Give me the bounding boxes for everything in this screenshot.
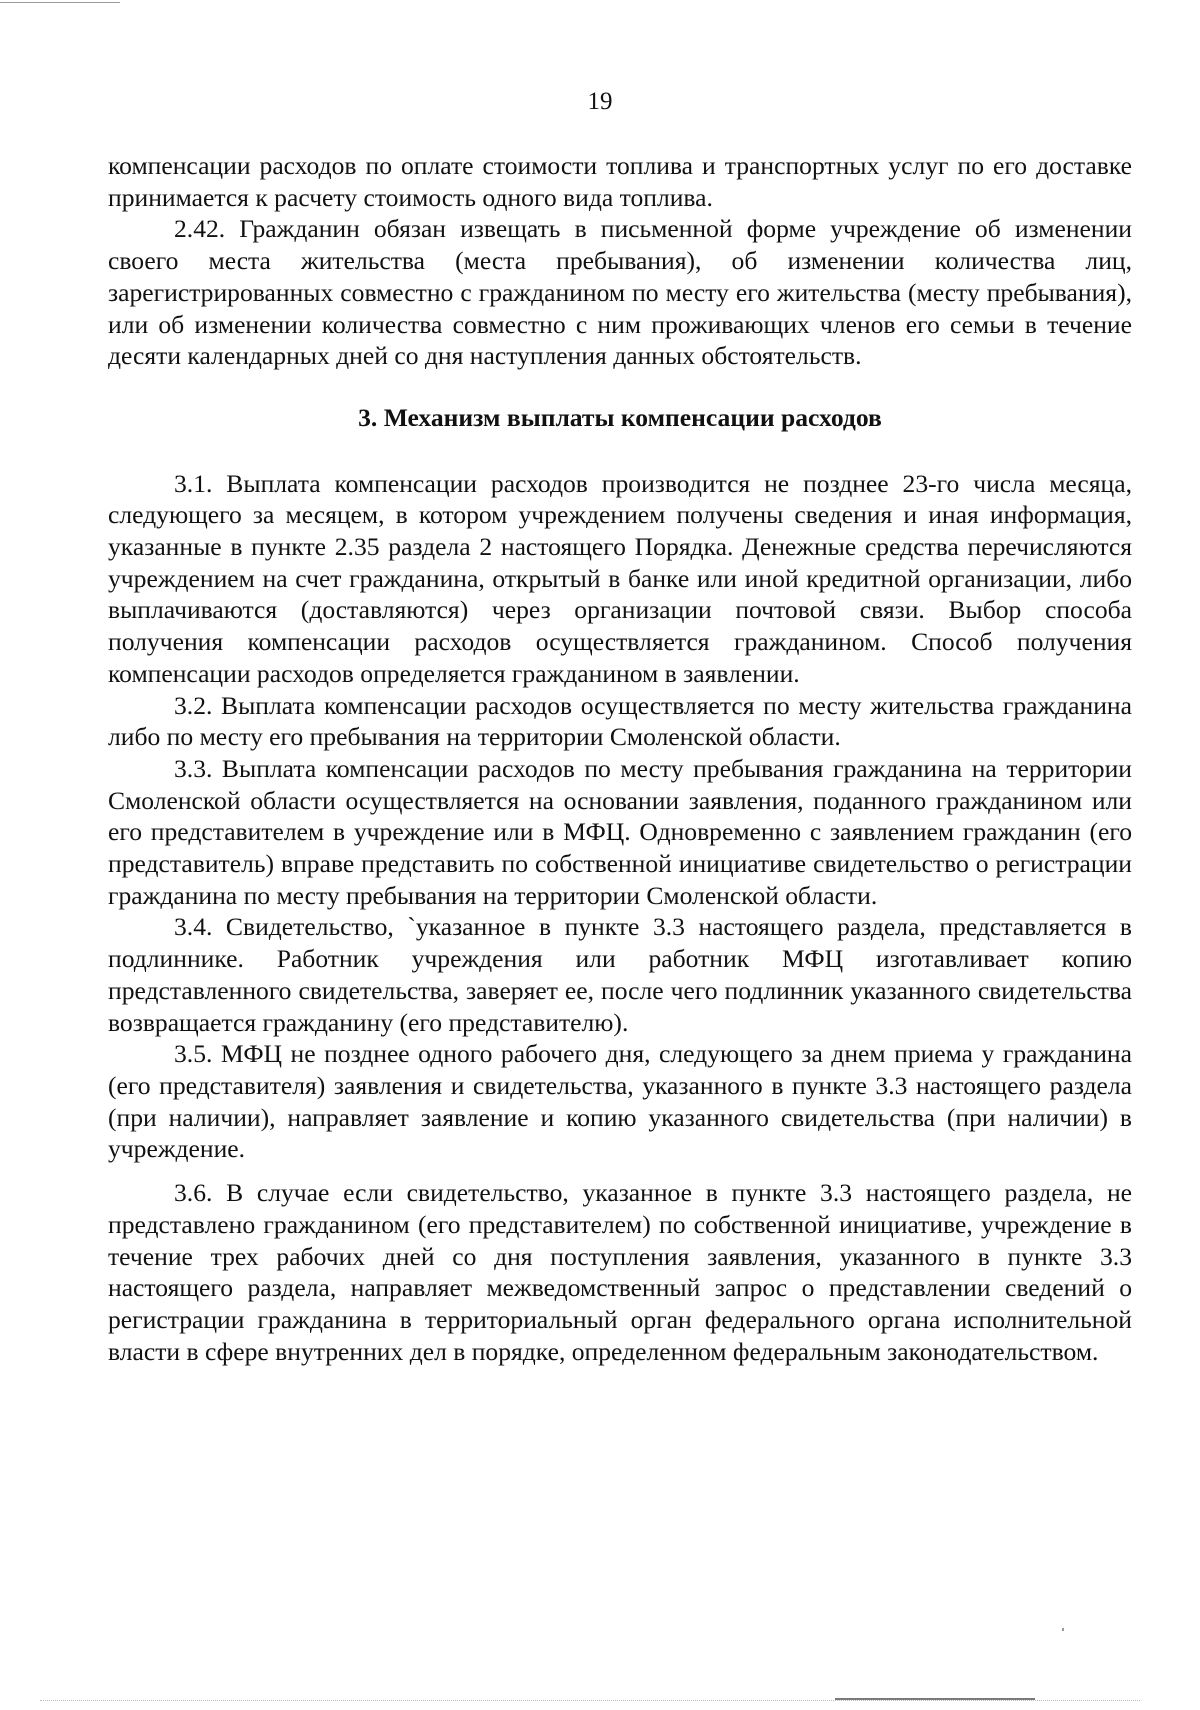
page-number: 19 — [587, 88, 613, 115]
paragraph-3-5: 3.5. МФЦ не позднее одного рабочего дня, следующего за днем приема у гражданина (его представителя) заявления и свидетельства, указанного в пункте 3.3 настоящего раздела (при наличии), направляет заявление и копию указанного свидетельства (при наличии) в учреждение. — [108, 1039, 1132, 1164]
paragraph-3-2: 3.2. Выплата компенсации расходов осуществляется по месту жительства гражданина либо по месту его пребывания на территории Смоленской области. — [108, 690, 1132, 752]
section-heading-3: 3. Механизм выплаты компенсации расходов — [358, 402, 882, 432]
paragraph-3-3: 3.3. Выплата компенсации расходов по месту пребывания гражданина на территории Смоленской области осуществляется на основании заявления, поданного гражданином или его представителем в учреждение или в МФЦ. Одновременно с заявлением гражданин (его представитель) вправе представить по собственной инициативе свидетельство о регистрации гражданина по месту пребывания на территории Смоленской области. — [108, 753, 1132, 910]
paragraph-3-6: 3.6. В случае если свидетельство, указанное в пункте 3.3 настоящего раздела, не представлено гражданином (его представителем) по собственной инициативе, учреждение в течение трех рабочих дней со дня поступления заявления, указанного в пункте 3.3 настоящего раздела, направляет межведомственный запрос о представлении сведений о регистрации гражданина в территориальный орган федерального органа исполнительной власти в сфере внутренних дел в порядке, определенном федеральным законодательством. — [108, 1178, 1132, 1366]
paragraph-2-42: 2.42. Гражданин обязан извещать в письменной форме учреждение об изменении своего места жительства (места пребывания), об изменении количества лиц, зарегистрированных совместно с гражданином по месту его жительства (месту пребывания), или об изменении количества совместно с ним проживающих членов его семьи в течение десяти календарных дней со дня наступления данных обстоятельств. — [108, 214, 1132, 371]
scan-artifact-bottom-line — [40, 1700, 1140, 1701]
document-body — [108, 150, 1132, 1367]
scan-artifact-top-line — [0, 2, 120, 3]
scan-artifact-dot — [1062, 1628, 1064, 1631]
paragraph-continuation: компенсации расходов по оплате стоимости топлива и транспортных услуг по его доставке принимается к расчету стоимость одного вида топлива. — [108, 151, 1132, 212]
paragraph-3-1: 3.1. Выплата компенсации расходов производится не позднее 23-го числа месяца, следующего за месяцем, в котором учреждением получены сведения и иная информация, указанные в пункте 2.35 раздела 2 настоящего Порядка. Денежные средства перечисляются учреждением на счет гражданина, открытый в банке или иной кредитной организации, либо выплачиваются (доставляются) через организации почтовой связи. Выбор способа получения компенсации расходов осуществляется гражданином. Способ получения компенсации расходов определяется гражданином в заявлении. — [108, 468, 1132, 688]
paragraph-3-4: 3.4. Свидетельство, `указанное в пункте 3.3 настоящего раздела, представляется в подлиннике. Работник учреждения или работник МФЦ изготавливает копию представленного свидетельства, заверяет ее, после чего подлинник указанного свидетельства возвращается гражданину (его представителю). — [108, 912, 1132, 1037]
scan-artifact-bottom-mark — [835, 1698, 1035, 1700]
